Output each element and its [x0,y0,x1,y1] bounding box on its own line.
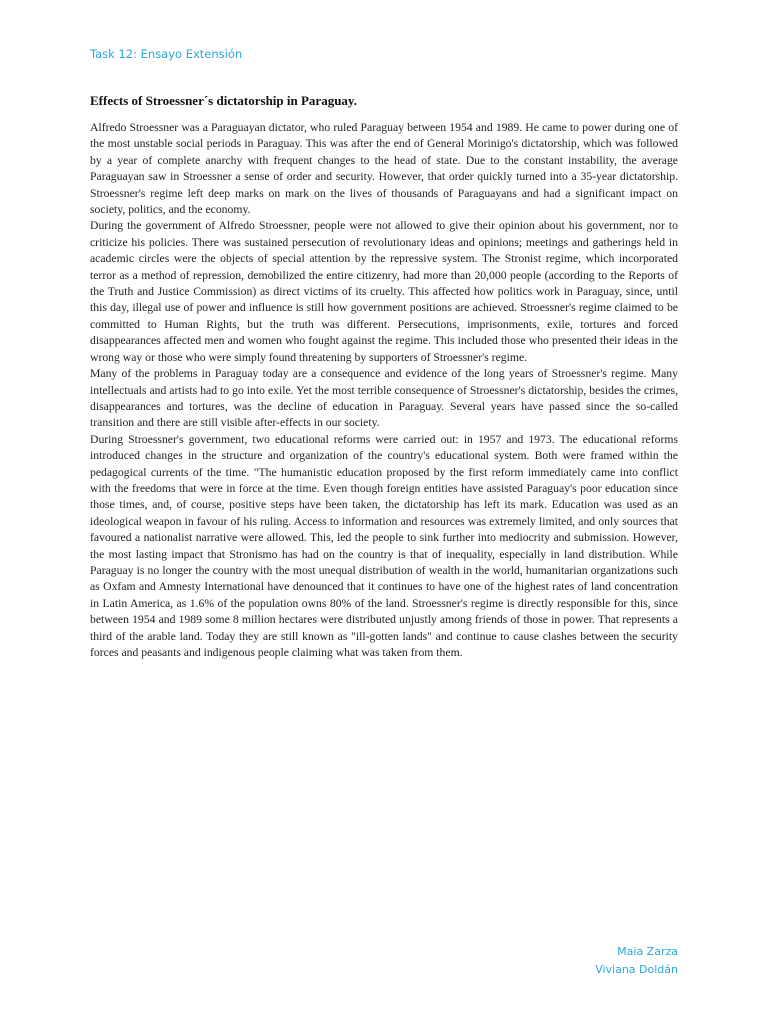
body-paragraph: During Stroessner's government, two educational reforms were carried out: in 1957 and 1973. The educational reforms introduced changes in the structure and organization of the country's educational system. Both were framed within the pedagogical currents of the time. "The humanistic education proposed by the first reform immediately came into conflict with the freedoms that were in force at the time. Even though foreign entities have assisted Paraguay's poor education since those times, and, of course, positive steps have been taken, the dictatorship has left its mark. Education was used as an ideological weapon in favour of his ruling. Access to information and resources was extremely limited, and only sources that favoured a nationalist narrative were allowed. This, led the people to sink further into mediocrity and submission. However, the most lasting impact that Stronismo has had on the country is that of inequality, especially in land distribution. While Paraguay is no longer the country with the most unequal distribution of wealth in the world, humanitarian organizations such as Oxfam and Amnesty International have denounced that it continues to have one of the highest rates of land concentration in Latin America, as 1.6% of the population owns 80% of the land. Stroessner's regime is directly responsible for this, since between 1954 and 1989 some 8 million hectares were distributed unjustly among friends of those in power. That represents a third of the arable land. Today they are still known as "ill-gotten lands" and continue to cause clashes between the security forces and peasants and indigenous people claiming what was taken from them. [90,432,678,659]
body-paragraph: Alfredo Stroessner was a Paraguayan dictator, who ruled Paraguay between 1954 and 1989. He came to power during one of the most unstable social periods in Paraguay. This was after the end of General Morinigo's dictatorship, which was followed by a year of complete anarchy with frequent changes to the head of state. Due to the constant instability, the average Paraguayan saw in Stroessner a sense of order and security. However, that order quickly turned into a 35-year dictatorship. Stroessner's regime left deep marks on mark on the lives of thousands of Paraguayans and had a significant impact on society, politics, and the economy. [90,121,678,217]
body-paragraph: During the government of Alfredo Stroessner, people were not allowed to give their opinion about his government, nor to criticize his policies. There was sustained persecution of revolutionary ideas and opinions; meetings and gatherings held in academic circles were the objects of special attention by the repressive system. The Stronist regime, which incorporated terror as a method of repression, demobilized the entire citizenry, had more than 20,000 people (according to the Reports of the Truth and Justice Commission) as direct victims of its cruelty. This affected how politics work in Paraguay, since, until this day, illegal use of power and influence is still how government positions are achieved. Stroessner's regime claimed to be committed to Human Rights, but the truth was different. Persecutions, imprisonments, exile, tortures and forced disappearances affected men and women who fought against the regime. This included those who presented their ideas in the wrong way or those who were simply found threatening by supporters of Stroessner's regime. [90,219,678,364]
author-name: Maia Zarza [617,945,678,958]
author-list [595,943,678,979]
document-body [90,120,678,661]
author-name: Viviana Doldán [595,963,678,976]
document-title: Effects of Stroessner´s dictatorship in Paraguay. [90,93,357,108]
body-paragraph: Many of the problems in Paraguay today are a consequence and evidence of the long years of Stroessner's regime. Many intellectuals and artists had to go into exile. Yet the most terrible consequence of Stroessner's dictatorship, besides the crimes, disappearances and tortures, was the decline of education in Paraguay. Several years have passed since the so-called transition and there are still visible after-effects in our society. [90,367,678,430]
task-header: Task 12: Ensayo Extensión [90,47,243,61]
